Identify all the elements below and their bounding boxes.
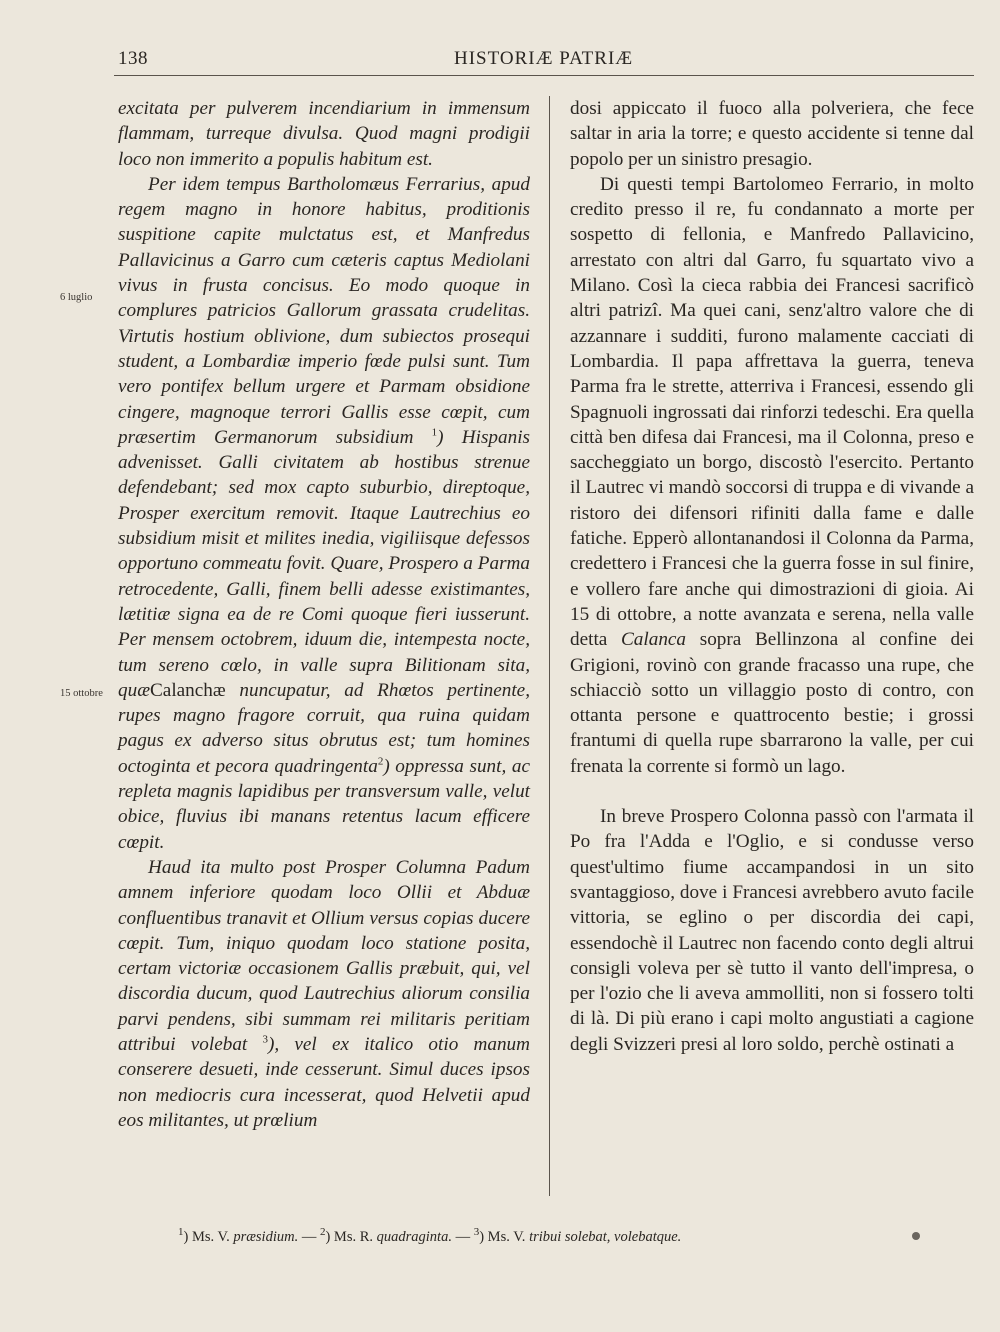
header-rule — [114, 75, 974, 76]
column-divider — [549, 96, 550, 1196]
italian-text: sopra Bellinzona al confine dei Grigioni, rovinò con grande fracasso una rupe, che schiacciò sotto un villaggio posto di contro, con ottanta persone e quattrocento bestie; i grossi frantumi di quella rupe sbarrarono la valle, per cui frenata la corrente si formò un lago. — [570, 629, 974, 777]
latin-text: Per idem tempus Bartholomæus Ferrarius, apud regem magno in honore habitus, proditionis suspitione capite mulctatus est, et Manfredus Pallavicinus a Garro cum cæteris captus Mediolani vivus in frusta concisus. Eo modo quoque in complures patricios Gallorum grassata crudelitas. Virtutis hostium oblivione, dum subiectos prosequi student, a Lombardiæ imperio fœde pulsi sunt. Tum vero pontifex bellum urgere et Parmam obsidione cingere, magnoque terrori Gallis esse cœpit, cum præsertim Germanorum subsidium — [118, 173, 530, 448]
latin-paragraph — [118, 172, 530, 855]
footnote-text: ) Ms. R. — [325, 1229, 377, 1245]
latin-text: ) oppressa sunt, ac repleta magnis lapidibus per transversum valle, velut obice, fluvius ibi manans retentus lacum efficere cœpit. — [118, 755, 530, 853]
footnote-ref: 1 — [431, 426, 438, 439]
latin-text: nuncupatur, ad Rhœtos pertinente, rupes magno fragore corruit, qua ruina quidam pagus ex adverso situs obrutus est; tum homines octoginta et pecora quadringenta — [118, 679, 530, 777]
ink-spot — [912, 1232, 920, 1240]
page-number: 138 — [118, 48, 148, 69]
footnotes — [178, 1226, 918, 1246]
footnote-text: ) Ms. V. — [183, 1229, 234, 1245]
margin-note-date: 15 ottobre — [60, 688, 103, 699]
margin-note-date: 6 luglio — [60, 292, 93, 303]
footnote-mark: 1 — [178, 1226, 184, 1239]
italian-text: Di questi tempi Bartolomeo Ferrario, in molto credito presso il re, fu condannato a morte per sospetto di fellonia, e Manfredo Pallavicino, arrestato con altri dal Garro, fu squartato vivo a Milano. Così la cieca rabbia dei Francesi sacrificò altri patrizî. Ma quei cani, senz'altro valore che di azzannare i sudditi, furono malamente cacciati di Lombardia. Il papa affrettava la guerra, teneva Parma fra le strette, atterriva i Francesi, essendo gli Spagnuoli ingrossati dai rinforzi tedeschi. Era quella città ben difesa dai Francesi, ma il Colonna, preso e saccheggiato un borgo, discostò l'esercito. Pertanto il Lautrec vi mandò soccorsi di truppa e di vivande a ristoro dei difensori rifiniti dalla fame e dalle fatiche. Epperò allontanandosi il Colonna da Parma, credettero i Francesi che la guerra fosse in sul finire, e vollero fare anche qui dimostrazioni di gioia. Ai 15 di ottobre, a notte avanzata e serena, nella valle detta — [570, 173, 974, 651]
latin-text: Haud ita multo post Prosper Columna Padum amnem inferiore quodam loco Ollii et Abduæ confluentibus tranavit et Ollium versus copias ducere cœpit. Tum, iniquo quodam loco statione posita, certam victoriæ occasionem Gallis præbuit, qui, vel discordia ducum, quod Lautrechius aliorum consilia parvi pendens, sibi summam rei militaris peritiam attribui volebat — [118, 856, 530, 1055]
italian-column — [570, 96, 974, 1057]
page-header — [118, 48, 648, 72]
paragraph-gap — [570, 779, 974, 804]
latin-column — [118, 96, 530, 1133]
place-name: Calanchæ — [150, 679, 226, 701]
footnote-ref: 3 — [262, 1033, 268, 1046]
footnote-variant: tribui solebat, volebatque. — [529, 1229, 682, 1245]
latin-text: ) Hispanis advenisset. Galli civitatem ab hostibus strenue defendebant; sed mox capto suburbio, direptoque, Prosper exercitum removit. Itaque Lautrechius eo subsidium misit et milites inedia, vigiliisque defessos opportuno commeatu fovit. Quare, Prospero a Parma retrocedente, Galli, finem belli adesse existimantes, lætitiæ signa ea de re Comi quoque fieri iusserunt. Per mensem octobrem, iduum die, intempesta nocte, tum sereno cœlo, in valle supra Bilitionam sita, quæ — [118, 426, 530, 701]
latin-paragraph — [118, 855, 530, 1133]
footnote-mark: 3 — [473, 1226, 480, 1239]
place-name: Calanca — [621, 629, 687, 651]
footnote-separator: — — [451, 1229, 474, 1245]
footnote-ref: 2 — [377, 755, 384, 768]
footnote-separator: — — [298, 1229, 320, 1245]
italian-paragraph — [570, 172, 974, 779]
footnote-mark: 2 — [319, 1226, 326, 1239]
latin-text: ), vel ex italico otio manum conserere desueti, inde cesserunt. Simul duces ipsos non mediocris cura incesserat, quod Helvetii apud eos militantes, ut prœlium — [118, 1033, 530, 1131]
italian-paragraph: In breve Prospero Colonna passò con l'armata il Po fra l'Adda e l'Oglio, e si condusse verso quest'ultimo fiume accampandosi in un sito svantaggioso, dove i Francesi avrebbero avuto facile vittoria, se eglino o per discordia dei capi, essendochè il Lautrec non facendo conto degli altrui consigli voleva per sè tutto il vanto dell'impresa, o per l'ozio che li aveva ammolliti, non si fossero tolti di là. Di più erano i capi molto angustiati a cagione degli Svizzeri presi al loro soldo, perchè ostinati a — [570, 806, 974, 1055]
italian-paragraph: dosi appiccato il fuoco alla polveriera, che fece saltar in aria la torre; e questo accidente si tenne dal popolo per un sinistro presagio. — [570, 98, 974, 170]
footnote-variant: quadraginta. — [376, 1229, 452, 1245]
footnote-text: ) Ms. V. — [479, 1229, 530, 1245]
latin-paragraph: excitata per pulverem incendiarium in immensum flammam, turreque divulsa. Quod magni prodigii loco non immerito a populis habitum est. — [118, 98, 530, 170]
running-title: HISTORIÆ PATRIÆ — [454, 48, 634, 69]
footnote-variant: præsidium. — [233, 1229, 299, 1245]
